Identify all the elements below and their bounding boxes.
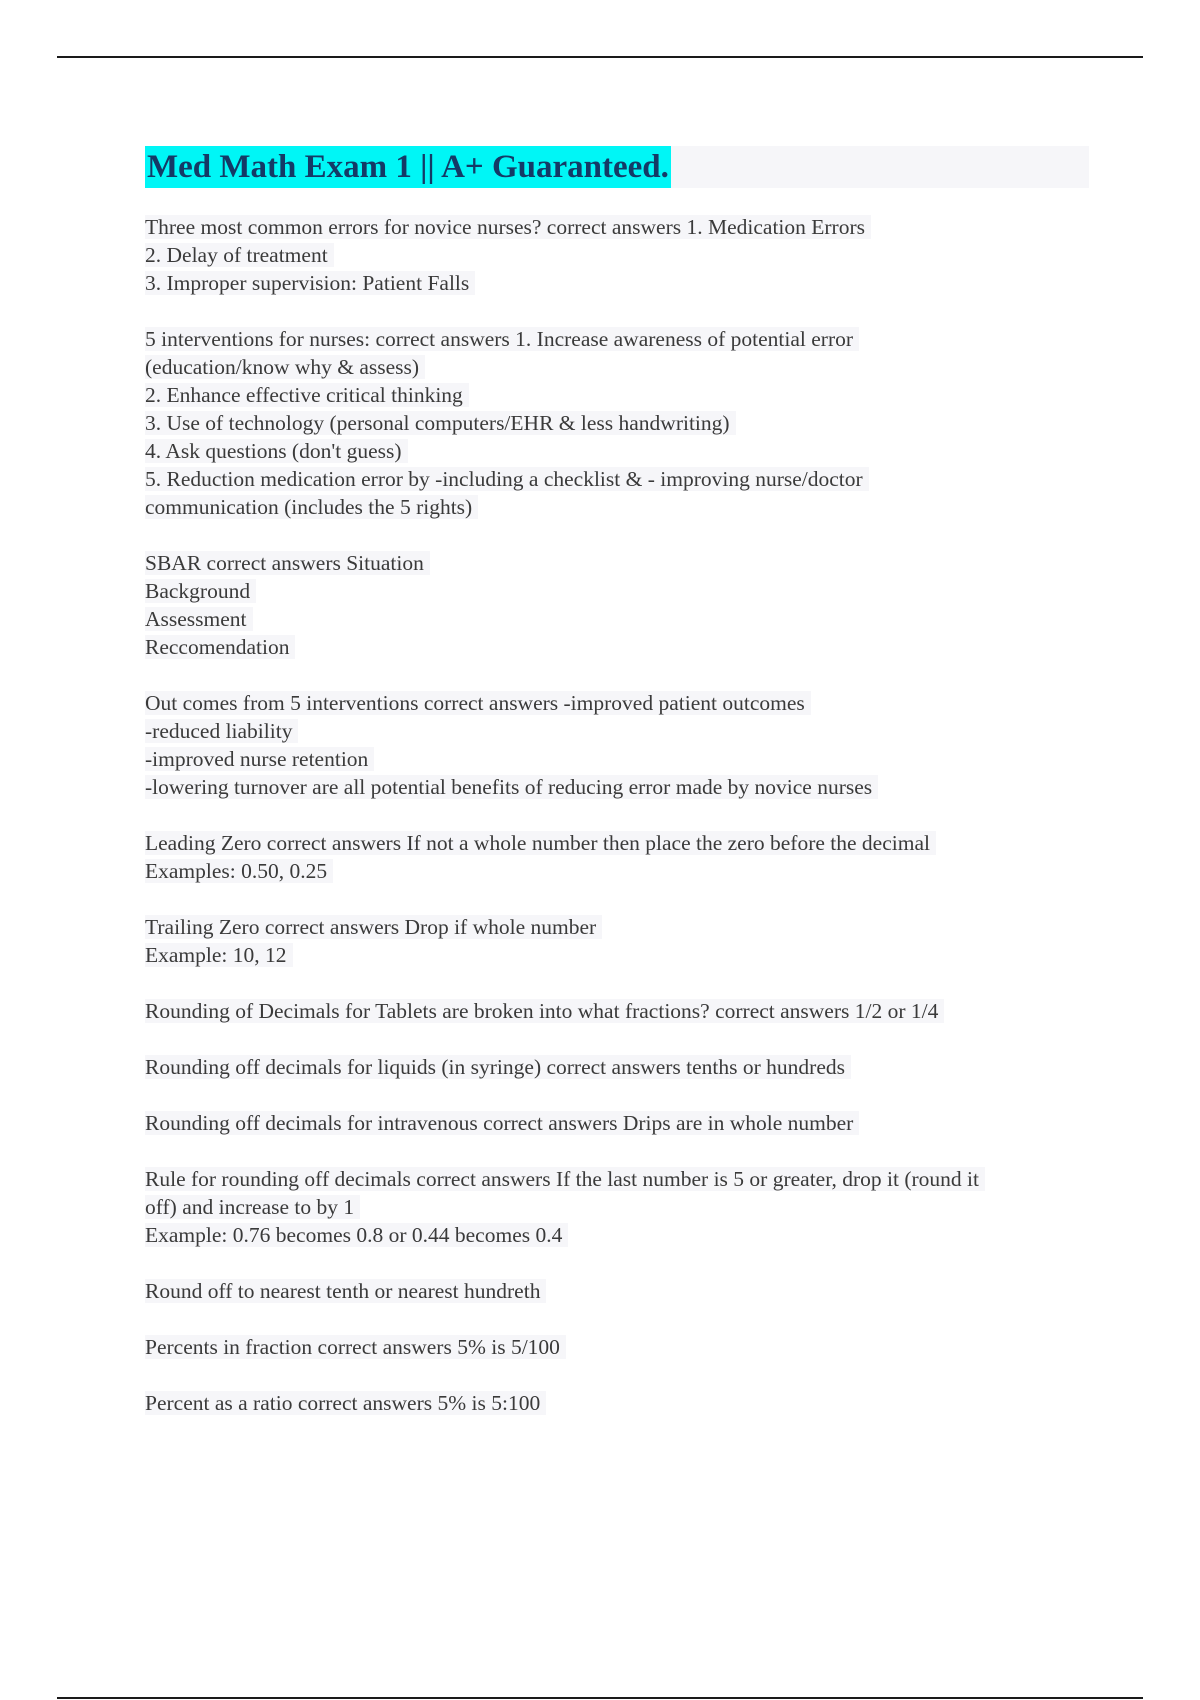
text-line — [145, 1193, 1095, 1221]
text-line-content: -improved nurse retention — [145, 747, 374, 771]
text-line-content: Reccomendation — [145, 635, 295, 659]
text-line-content: 3. Use of technology (personal computers/EHR & less handwriting) — [145, 411, 736, 435]
text-line — [145, 493, 1095, 521]
qa-block — [145, 1277, 1095, 1305]
text-line — [145, 577, 1095, 605]
text-line — [145, 325, 1095, 353]
text-line — [145, 633, 1095, 661]
text-line-content: Background — [145, 579, 256, 603]
text-line — [145, 241, 1095, 269]
text-line — [145, 353, 1095, 381]
text-line-content: 3. Improper supervision: Patient Falls — [145, 271, 475, 295]
text-line — [145, 1053, 1095, 1081]
text-line — [145, 1277, 1095, 1305]
text-line — [145, 213, 1095, 241]
text-line-content: Out comes from 5 interventions correct answers -improved patient outcomes — [145, 691, 811, 715]
text-line-content: SBAR correct answers Situation — [145, 551, 430, 575]
text-line-content: Percents in fraction correct answers 5% is 5/100 — [145, 1335, 566, 1359]
text-line-content: 4. Ask questions (don't guess) — [145, 439, 408, 463]
text-line — [145, 913, 1095, 941]
text-line — [145, 745, 1095, 773]
text-line-content: -lowering turnover are all potential benefits of reducing error made by novice nurses — [145, 775, 878, 799]
top-divider — [57, 56, 1143, 58]
text-line-content: 5 interventions for nurses: correct answers 1. Increase awareness of potential error — [145, 327, 859, 351]
document-title: Med Math Exam 1 || A+ Guaranteed. — [145, 146, 671, 188]
text-line-content: off) and increase to by 1 — [145, 1195, 360, 1219]
text-line-content: Round off to nearest tenth or nearest hundreth — [145, 1279, 546, 1303]
text-line-content: Percent as a ratio correct answers 5% is 5:100 — [145, 1391, 546, 1415]
text-line-content: Example: 10, 12 — [145, 943, 293, 967]
text-line-content: Assessment — [145, 607, 253, 631]
qa-block — [145, 1109, 1095, 1137]
text-line — [145, 1221, 1095, 1249]
text-line — [145, 997, 1095, 1025]
text-line-content: 2. Enhance effective critical thinking — [145, 383, 469, 407]
qa-block — [145, 997, 1095, 1025]
text-line-content: (education/know why & assess) — [145, 355, 425, 379]
text-line — [145, 605, 1095, 633]
text-line-content: -reduced liability — [145, 719, 298, 743]
text-line — [145, 717, 1095, 745]
text-line-content: Leading Zero correct answers If not a whole number then place the zero before the decimal — [145, 831, 936, 855]
text-line — [145, 409, 1095, 437]
text-line — [145, 689, 1095, 717]
text-line — [145, 941, 1095, 969]
text-line — [145, 857, 1095, 885]
text-line-content: Rounding of Decimals for Tablets are broken into what fractions? correct answers 1/2 or 1/4 — [145, 999, 944, 1023]
qa-block — [145, 1165, 1095, 1249]
qa-block — [145, 689, 1095, 801]
text-line — [145, 1389, 1095, 1417]
text-line — [145, 829, 1095, 857]
qa-block — [145, 829, 1095, 885]
qa-block — [145, 1389, 1095, 1417]
text-line-content: Examples: 0.50, 0.25 — [145, 859, 333, 883]
document-body — [145, 213, 1095, 1445]
text-line — [145, 1165, 1095, 1193]
text-line-content: Rounding off decimals for liquids (in syringe) correct answers tenths or hundreds — [145, 1055, 851, 1079]
qa-block — [145, 549, 1095, 661]
text-line — [145, 381, 1095, 409]
text-line-content: communication (includes the 5 rights) — [145, 495, 478, 519]
bottom-divider — [57, 1697, 1143, 1699]
qa-block — [145, 213, 1095, 297]
qa-block — [145, 325, 1095, 521]
qa-block — [145, 1333, 1095, 1361]
text-line-content: 5. Reduction medication error by -including a checklist & - improving nurse/doctor — [145, 467, 869, 491]
text-line — [145, 549, 1095, 577]
text-line-content: Three most common errors for novice nurses? correct answers 1. Medication Errors — [145, 215, 871, 239]
text-line — [145, 1333, 1095, 1361]
qa-block — [145, 1053, 1095, 1081]
text-line — [145, 773, 1095, 801]
qa-block — [145, 913, 1095, 969]
text-line-content: Rule for rounding off decimals correct answers If the last number is 5 or greater, drop it (round it — [145, 1167, 985, 1191]
text-line — [145, 1109, 1095, 1137]
text-line — [145, 465, 1095, 493]
text-line-content: Trailing Zero correct answers Drop if whole number — [145, 915, 602, 939]
text-line — [145, 437, 1095, 465]
text-line-content: Example: 0.76 becomes 0.8 or 0.44 becomes 0.4 — [145, 1223, 568, 1247]
text-line-content: 2. Delay of treatment — [145, 243, 334, 267]
text-line-content: Rounding off decimals for intravenous correct answers Drips are in whole number — [145, 1111, 859, 1135]
text-line — [145, 269, 1095, 297]
